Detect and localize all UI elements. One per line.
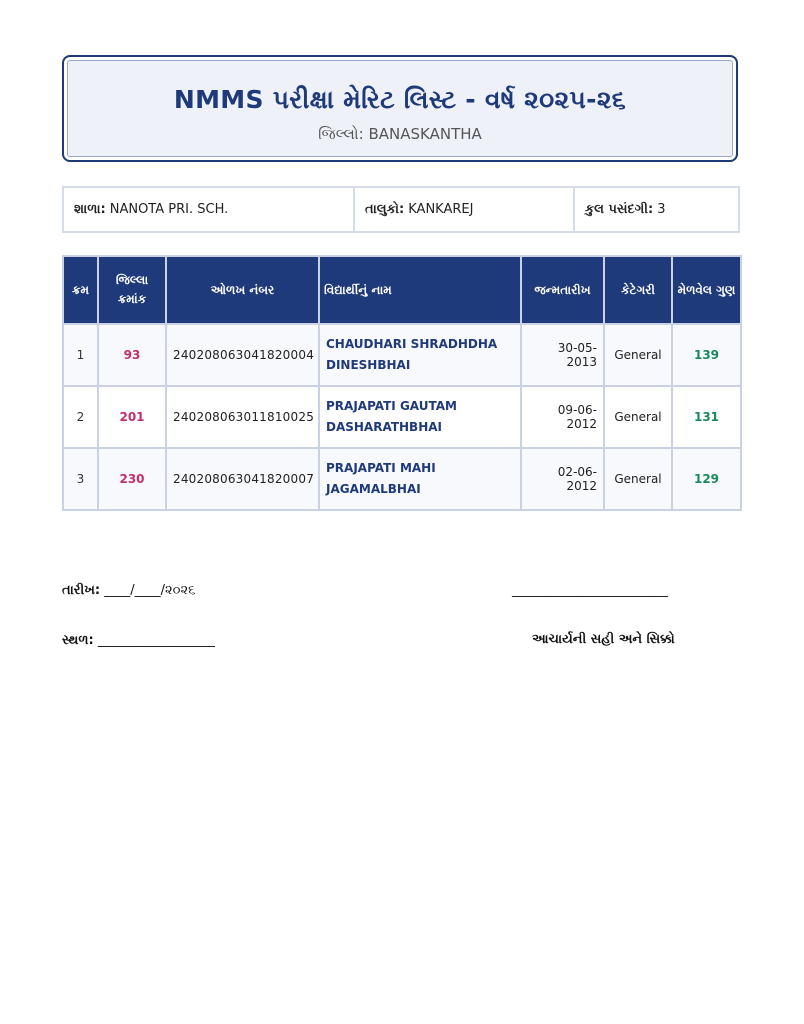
place-value: __________________ xyxy=(97,633,215,648)
total-value: 3 xyxy=(657,202,666,217)
date-label: તારીખ: xyxy=(62,583,101,598)
header-dob: જન્મતારીખ xyxy=(521,256,604,324)
cell-name: PRAJAPATI MAHI JAGAMALBHAI xyxy=(319,448,521,510)
cell-id: 240208063011810025 xyxy=(166,386,319,448)
taluka-label: તાલુકો: xyxy=(365,202,405,217)
cell-sr: 1 xyxy=(63,324,98,386)
table-row xyxy=(63,448,741,510)
school-cell xyxy=(64,188,355,231)
header-sr: ક્રમ xyxy=(63,256,98,324)
school-info-bar xyxy=(62,186,740,233)
cell-district-roll: 201 xyxy=(98,386,166,448)
cell-sr: 3 xyxy=(63,448,98,510)
header-marks: મેળવેલ ગુણ xyxy=(672,256,741,324)
date-value: ____/____/૨૦૨૬ xyxy=(104,583,196,598)
signature-line: ________________________ xyxy=(512,583,668,598)
taluka-value: KANKAREJ xyxy=(408,202,474,217)
cell-dob: 09-06-2012 xyxy=(521,386,604,448)
cell-category: General xyxy=(604,386,672,448)
header-box xyxy=(62,55,738,162)
cell-dob: 30-05-2013 xyxy=(521,324,604,386)
cell-name: PRAJAPATI GAUTAM DASHARATHBHAI xyxy=(319,386,521,448)
place-label: સ્થળ: xyxy=(62,633,94,648)
cell-marks: 129 xyxy=(672,448,741,510)
taluka-cell xyxy=(355,188,575,231)
header-name: વિદ્યાર્થીનું નામ xyxy=(319,256,521,324)
merit-table xyxy=(62,255,742,511)
cell-marks: 139 xyxy=(672,324,741,386)
cell-district-roll: 230 xyxy=(98,448,166,510)
place-line xyxy=(62,633,215,648)
school-label: શાળા: xyxy=(74,202,106,217)
header-category: કેટેગરી xyxy=(604,256,672,324)
cell-id: 240208063041820004 xyxy=(166,324,319,386)
table-header-row xyxy=(63,256,741,324)
district-line xyxy=(64,125,736,143)
total-label: કુલ પસંદગી: xyxy=(585,202,654,217)
cell-marks: 131 xyxy=(672,386,741,448)
cell-dob: 02-06-2012 xyxy=(521,448,604,510)
cell-category: General xyxy=(604,324,672,386)
cell-sr: 2 xyxy=(63,386,98,448)
header-id: ઓળખ નંબર xyxy=(166,256,319,324)
total-cell xyxy=(575,188,738,231)
header-district-roll: જિલ્લા ક્રમાંક xyxy=(98,256,166,324)
cell-id: 240208063041820007 xyxy=(166,448,319,510)
signature-label: આચાર્યની સહી અને સિક્કો xyxy=(532,632,675,647)
cell-district-roll: 93 xyxy=(98,324,166,386)
page-title: NMMS પરીક્ષા મેરિટ લિસ્ટ - વર્ષ ૨૦૨૫-૨૬ xyxy=(173,85,627,114)
table-row xyxy=(63,324,741,386)
cell-category: General xyxy=(604,448,672,510)
date-line xyxy=(62,583,195,598)
school-value: NANOTA PRI. SCH. xyxy=(109,202,229,217)
district-value: BANASKANTHA xyxy=(368,125,482,143)
district-label: જિલ્લો: xyxy=(318,125,364,143)
table-row xyxy=(63,386,741,448)
cell-name: CHAUDHARI SHRADHDHA DINESHBHAI xyxy=(319,324,521,386)
